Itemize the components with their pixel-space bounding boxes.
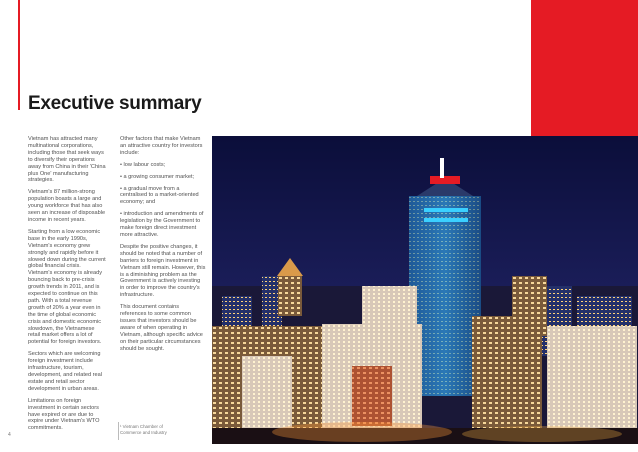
- paragraph: Limitations on foreign investment in certain sectors have expired or are due to expire under Vietnam's WTO commitments.: [28, 397, 100, 432]
- text-column-right: [120, 136, 206, 357]
- footnote: [120, 424, 206, 436]
- page-title: Executive summary: [28, 93, 202, 114]
- footnote-line: Commerce and Industry: [120, 430, 167, 435]
- paragraph: This document contains references to some common issues that investors should be aware of when operating in Vietnam, although specific advice on their particular circumstances should be sought.: [120, 304, 203, 352]
- footnote-divider: [118, 422, 119, 440]
- paragraph: Starting from a low economic base in the early 1990s, Vietnam's economy grew strongly and rapidly before it slowed down during the current global financial crisis. Vietnam's economy is already bouncing back to pre-crisis growth trends in 2011, and is expected to continue on this path. With a total revenue growth of 20% a year even in the time of global economic crisis and domestic economic slowdown, the Vietnamese retail market offers a lot of potential for foreign investors.: [28, 228, 106, 346]
- bullet-item: • introduction and amendments of legislation by the Government to make foreign direct investment more attractive.: [120, 211, 204, 238]
- paragraph: Vietnam's 87 million-strong population boasts a large and young workforce that has also seen an increase of disposable income in recent years.: [28, 189, 106, 223]
- text-column-left: [28, 136, 106, 437]
- bullet-item: • low labour costs;: [120, 161, 166, 168]
- page-number: 4: [8, 432, 11, 438]
- footnote-line: ¹ Vietnam Chamber of: [120, 424, 163, 429]
- paragraph: Vietnam has attracted many multinational corporations, including those that seek ways to diversify their operations away from China in their 'China plus One' manufacturing strategies.: [28, 136, 106, 184]
- city-night-photo: [212, 136, 638, 444]
- paragraph: Despite the positive changes, it should be noted that a number of barriers to foreign investment in Vietnam still remain. However, this is a diminishing problem as the Government is actively investing in order to improve the country's infrastructure.: [120, 243, 206, 299]
- red-accent-rule: [18, 0, 20, 110]
- red-accent-block: [531, 0, 638, 142]
- paragraph-intro: Other factors that make Vietnam an attractive country for investors include:: [120, 136, 203, 156]
- bullet-item: • a gradual move from a centralised to a market-oriented economy; and: [120, 185, 199, 206]
- bullet-item: • a growing consumer market;: [120, 173, 195, 180]
- paragraph: Sectors which are welcoming foreign investment include infrastructure, tourism, development, and related real estate and retail sector development in urban areas.: [28, 351, 103, 392]
